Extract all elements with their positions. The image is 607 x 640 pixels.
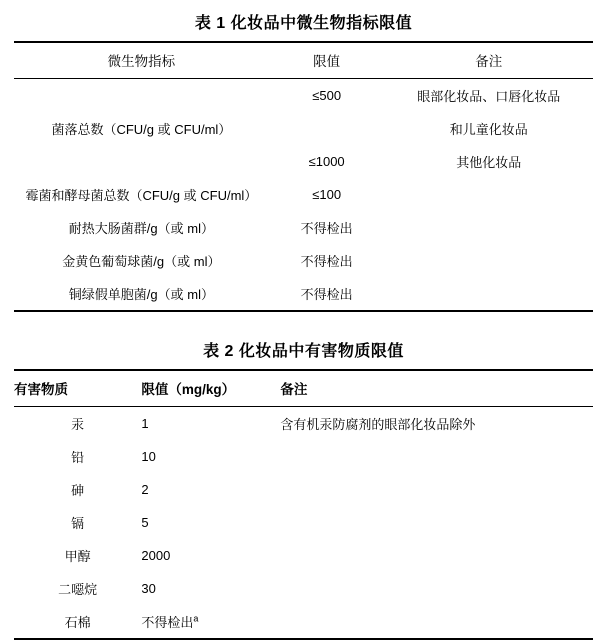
- table-row: [14, 112, 593, 145]
- table2-cell-substance: 铅: [71, 450, 85, 465]
- table2-cell-limit: 5: [141, 515, 149, 530]
- table-row: [14, 572, 593, 605]
- microbiology-limits-table: [14, 41, 593, 312]
- table1-cell-limit: [269, 112, 385, 145]
- table1-cell-indicator: [14, 79, 269, 113]
- table1-header-remark: 备注: [385, 42, 593, 79]
- table-header-row: [14, 42, 593, 79]
- table1-cell-remark: 和儿童化妆品: [449, 122, 528, 137]
- table1-cell-remark: [385, 178, 593, 211]
- table1-cell-indicator: 铜绿假单胞菌/g（或 ml）: [68, 287, 214, 302]
- table-row: [14, 211, 593, 244]
- table-row: [14, 178, 593, 211]
- table-row: [14, 79, 593, 113]
- table1-body: [14, 79, 593, 312]
- table1-header-indicator: 微生物指标: [14, 42, 269, 79]
- table1-cell-limit: ≤1000: [308, 154, 345, 169]
- table1-title: 表 1 化妆品中微生物指标限值: [194, 15, 413, 32]
- table-row: [14, 539, 593, 572]
- table2-title: 表 2 化妆品中有害物质限值: [203, 343, 404, 360]
- table2-cell-substance: 甲醇: [64, 549, 91, 564]
- table1-cell-indicator: 霉菌和酵母菌总数（CFU/g 或 CFU/ml）: [25, 188, 258, 203]
- table2-cell-limit: [141, 605, 280, 639]
- table2-limit-value: 不得检出: [141, 615, 194, 630]
- table2-cell-remark: [280, 440, 593, 473]
- table1-cell-remark: [385, 277, 593, 311]
- table2-cell-remark: [280, 539, 593, 572]
- harmful-substance-limits-table: [14, 369, 593, 640]
- table2-cell-substance: 砷: [71, 483, 85, 498]
- table1-cell-indicator: 耐热大肠菌群/g（或 ml）: [68, 221, 214, 236]
- table1-cell-limit: ≤500: [312, 88, 342, 103]
- table1-cell-indicator: 金黄色葡萄球菌/g（或 ml）: [62, 254, 221, 269]
- table1-header: [14, 42, 593, 79]
- table2-header-remark: 备注: [280, 370, 593, 407]
- table2-cell-substance: 镉: [71, 516, 85, 531]
- table-row: [14, 605, 593, 639]
- table2-header-substance: 有害物质: [14, 370, 141, 407]
- table1-cell-limit: 不得检出: [300, 254, 353, 269]
- table1-cell-indicator: [14, 145, 269, 178]
- table-header-row: [14, 370, 593, 407]
- table2-cell-substance: 二噁烷: [58, 582, 98, 597]
- table2-header-limit: 限值（mg/kg）: [141, 370, 280, 407]
- table2-body: [14, 407, 593, 640]
- table2-cell-limit: 2000: [141, 548, 171, 563]
- table-row: [14, 277, 593, 311]
- table-row: [14, 473, 593, 506]
- table1-cell-remark: 其他化妆品: [456, 155, 522, 170]
- table1-cell-limit: 不得检出: [300, 221, 353, 236]
- table-row: [14, 145, 593, 178]
- table1-block: [14, 0, 593, 312]
- table2-cell-substance: 汞: [71, 417, 85, 432]
- table1-header-limit: 限值: [269, 42, 385, 79]
- table2-cell-remark: 含有机汞防腐剂的眼部化妆品除外: [280, 417, 476, 432]
- footnote-marker: a: [193, 613, 199, 624]
- table2-cell-remark: [280, 506, 593, 539]
- table1-cell-remark: 眼部化妆品、口唇化妆品: [417, 89, 561, 104]
- table-spacer: [14, 312, 593, 328]
- table2-cell-substance: 石棉: [64, 615, 91, 630]
- table-row: [14, 506, 593, 539]
- table1-cell-remark: [385, 211, 593, 244]
- table-row: [14, 244, 593, 277]
- table2-header: [14, 370, 593, 407]
- table1-cell-limit: ≤100: [312, 187, 342, 202]
- table-row: [14, 440, 593, 473]
- table2-cell-limit: 1: [141, 416, 149, 431]
- table2-cell-remark: [280, 473, 593, 506]
- table-row: [14, 407, 593, 441]
- table2-cell-limit: 30: [141, 581, 156, 596]
- table2-cell-remark: [280, 605, 593, 639]
- table1-cell-limit: 不得检出: [300, 287, 353, 302]
- table2-cell-limit: 2: [141, 482, 149, 497]
- table2-cell-remark: [280, 572, 593, 605]
- table1-cell-indicator: 菌落总数（CFU/g 或 CFU/ml）: [51, 122, 232, 137]
- table1-cell-remark: [385, 244, 593, 277]
- table2-block: [14, 328, 593, 640]
- table2-cell-limit: 10: [141, 449, 156, 464]
